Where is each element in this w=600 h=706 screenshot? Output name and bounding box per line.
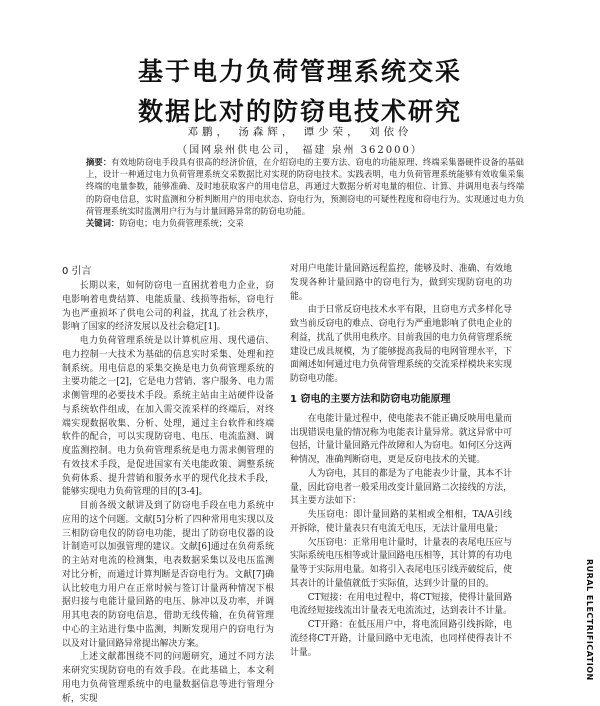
right-paragraph: 欠压窃电：正常用电计量时，计量表的表尾电压应与实际系统电压相等或计量回路电压相等，其计算的有功电量等于实际用电量。如将引入表尾电压引线弄破绽后，使其表计的计量值就低于实际值，达到少计量的目的。 xyxy=(290,537,512,589)
paper-title-line-1: 基于电力负荷管理系统交采 xyxy=(137,57,462,86)
right-paragraph: 失压窃电：即计量回路的某相或全相相，TA/A引线开拆除，使计量表只有电流无电压，无法计量用电量； xyxy=(290,510,512,534)
affiliation: （国网泉州供电公司， 福建 泉州 362000） xyxy=(177,145,423,156)
authors: 邓鹏， 汤森辉， 谭少荣， 刘依伶 xyxy=(187,126,413,138)
left-paragraph: 目前各级文献讲及到了防窃电手段在电力系统中应用的这个问题。文献[5]分析了四种常用电实现以及三相防窃电仪的防窃电功能，提出了防窃电仪器的设计制造可以加强管理的建议。文献[6]通过在负荷系统的主站对电流的检测集，电表数据采集以及电压监测对比分析，而通过计算判断是否窃电行为。文献[7]确认比较电力用户在正常时候与签订计量两种情况下根据归接与电能计量回路的电压、脉冲以及功率，并调用其电表的防窃电信息，借助无线传输，在负荷管理中心的主站进行集中监测，判断发现用户的窃电行为以及对计量回路异常提出解决方案。 xyxy=(62,501,274,649)
left-paragraph: 电力负荷管理系统是以计算机应用、现代通信、电力控制一大技术为基础的信息实时采集、处理和控制系统。用电信息的采集交换是电力负荷管理系统的主要功能之一[2]，它是电力营销、客户服务、电力需求侧管理的必要技术手段。系统主站由主站硬件设备与系统软件组成，在加入需交流采样的终端后，对终端实现数据收集、分析、处理，通过主台软件和终端软件的配合，可以实现防窃电、电压、电流监测、调度监测控制。电力负荷管理系统是电力需求侧管理的有效技术手段，是促进国家有关电能政策、调整系统负荷体系、提升营销和服务水平的现代化技术手段，能够实现电力负荷管理的目的[3-4]。 xyxy=(62,336,274,498)
right-paragraph: 对用户电能计量回路远程监控，能够及时、准确、有效地发现各种计量回路中的窃电行为，做到实现防窃电的功能。 xyxy=(290,264,512,302)
right-paragraph: 在电能计量过程中，使电能表不能正确反映用电量而出现错误电量的情况称为电能表计量异常。就这异常中可包括，计量计量回路元件故障和人为窃电。如何区分这两种情况，准确判断窃电，更是反窃电技术的关键。 xyxy=(290,413,512,465)
right-paragraph: 人为窃电，其目的都是为了电能表少计量，其本不计量，因此窃电者一般采用改变计量回路二次接线的方法，其主要方法如下： xyxy=(290,468,512,507)
right-paragraph: CT短接：在用电过程中，将CT短接，使得计量回路电流经短接线流出计量表无电流流过，达到表计不计量。 xyxy=(290,592,512,617)
left-column xyxy=(62,263,274,706)
left-paragraph: 长期以来，如何防窃电一直困扰着电力企业，窃电影响着电费结算、电能质量、线损等指标，窃电行为也严重损坏了供电公司的利益，扰乱了社会秩序，影响了国家的经济发展以及社会稳定[1]。 xyxy=(62,281,274,333)
keywords-label: 关键词： xyxy=(86,218,120,229)
abstract xyxy=(86,156,524,229)
right-paragraph: CT开路：在低压用户中，将电流回路引线拆除，电流经将CT开路，计量回路中无电流，也同样使得表计不计量。 xyxy=(290,620,512,658)
left-paragraph: 上述文献都围绕不同的问题研究，通过不同方法来研究实现防窃电的有效手段。在此基础上，本文利用电力负荷管理系统中的电量数据信息等进行管理分析，实现 xyxy=(62,652,274,704)
right-paragraph: 由于日常反窃电技术水平有限，且窃电方式多样化导致当前反窃电的难点、窃电行为严重地影响了供电企业的利益，扰乱了供用电秩序。目前我国的电力负荷管理系统建设已成具规模，为了能够提高我局的电网管理水平，下面阐述如何通过电力负荷管理系统的交流采样模块来实现防窃电功能。 xyxy=(290,305,512,384)
keywords: 防窃电；电力负荷管理系统；交采 xyxy=(119,218,244,229)
section-heading-introduction: 0 引言 xyxy=(62,266,92,277)
right-column xyxy=(290,263,512,660)
paper-title-line-2: 数据比对的防窃电技术研究 xyxy=(137,97,462,126)
abstract-text: 有效地防窃电手段具有很高的经济价值，在介绍窃电的主要方法、窃电的功能原理、终端采集器硬件设备的基础上，设计一种通过电力负荷管理系统交采数据比对实现的防窃电技术。实践表明，电力负荷管理系统能够有效收集采集终端的电量参数，能够准确、及时地获取客户的用电信息，再通过大数据分析对电量的相位、计算、并调用电表与终端的防窃电信息，实时监测和分析判断用户的用电状态、窃电行为，预测窃电的可疑性程度和窃电行为。实现通过电力负荷管理系统实时监测用户行为与计量回路异常的防窃电功能。 xyxy=(86,157,524,216)
journal-spine-text: RURAL ELECTRIFICATION xyxy=(585,559,594,681)
section-heading-1: 1 窃电的主要方法和防窃电功能原理 xyxy=(290,393,451,405)
abstract-label: 摘要： xyxy=(86,157,112,167)
